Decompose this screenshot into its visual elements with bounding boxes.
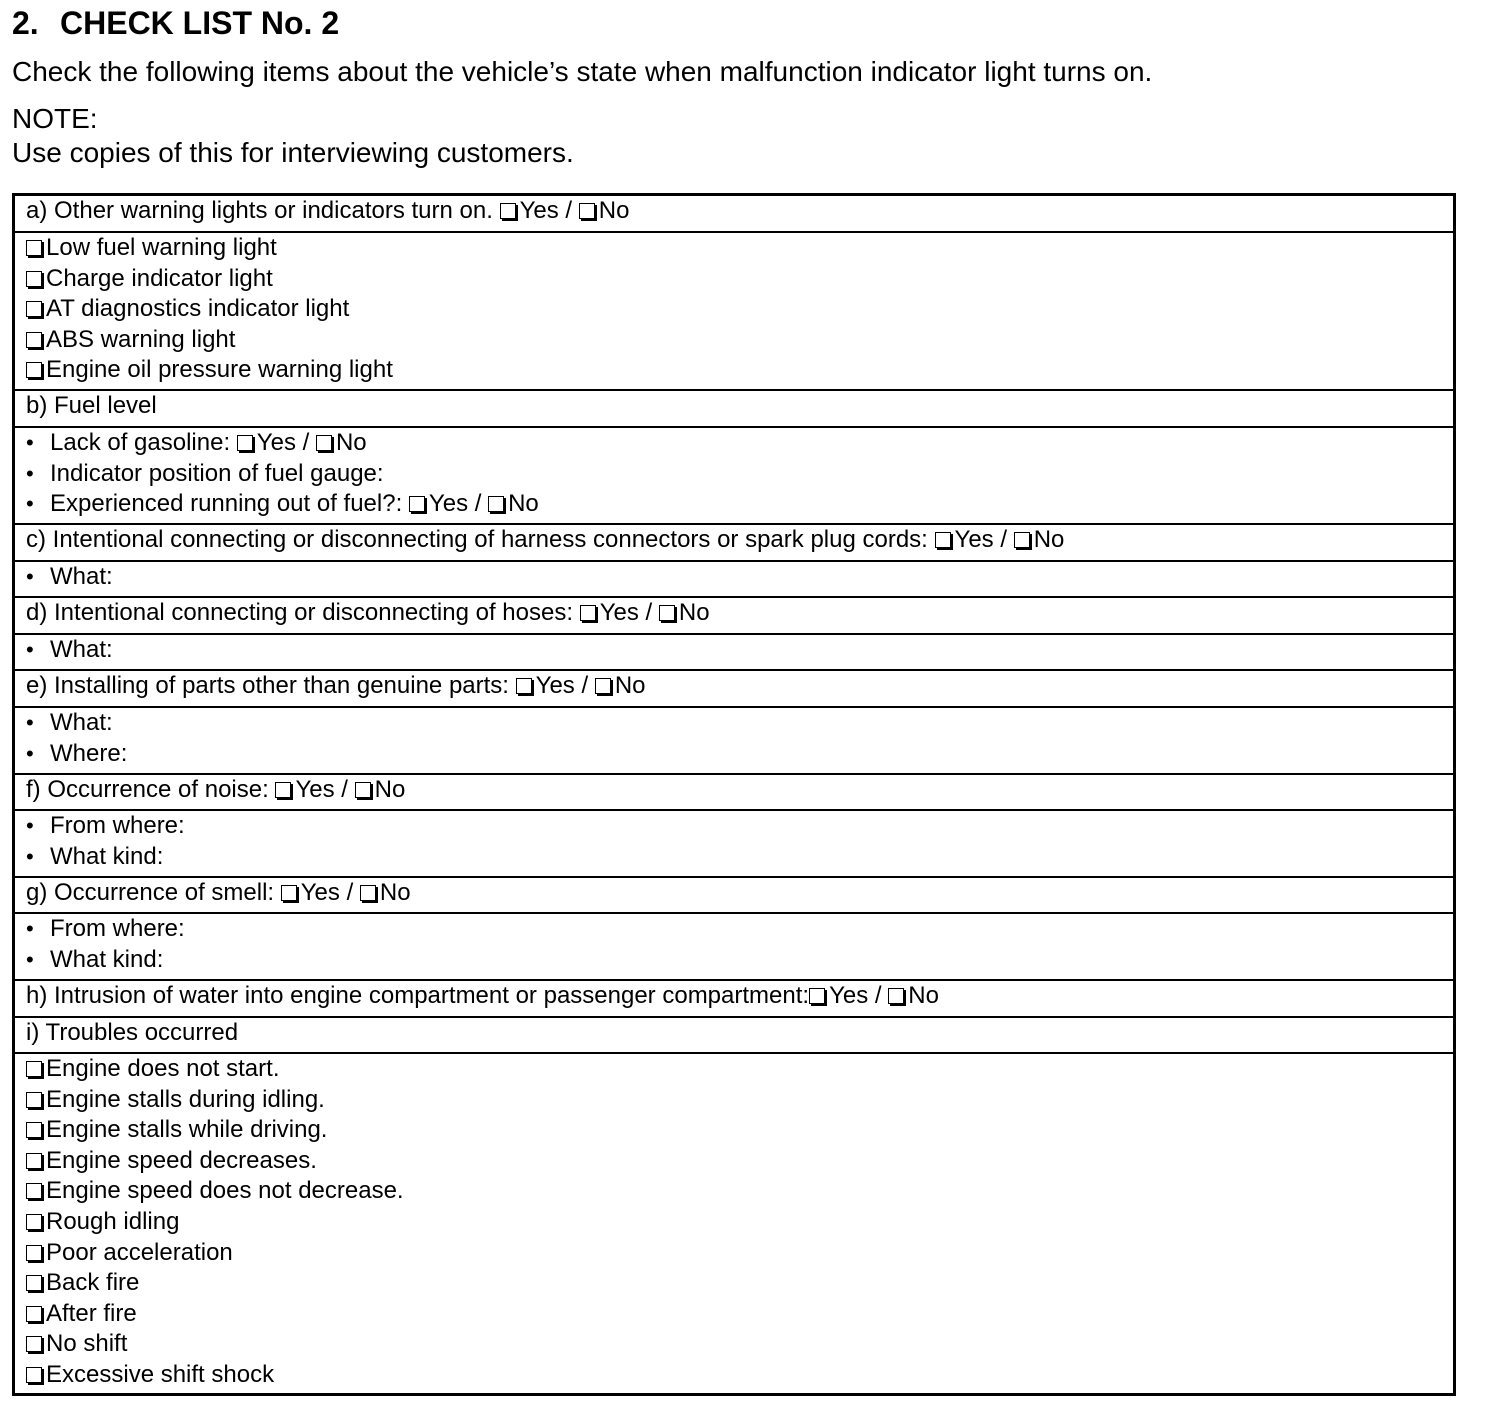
checkbox-low-fuel[interactable]: [26, 240, 42, 256]
list-item: [26, 294, 1453, 325]
yes-label: Yes: [300, 879, 340, 906]
no-label: No: [1033, 526, 1065, 553]
separator: /: [868, 982, 889, 1009]
checkbox-trouble[interactable]: [26, 1306, 42, 1322]
item-label: Lack of gasoline:: [50, 429, 231, 456]
checkbox-g-yes[interactable]: [281, 885, 297, 901]
row-g-items: [15, 914, 1453, 981]
row-h-header: [15, 981, 1453, 1018]
list-item: [26, 325, 1453, 356]
no-label: No: [598, 197, 630, 224]
item-label: Charge indicator light: [46, 264, 273, 292]
bullet: •: [26, 460, 34, 486]
list-item: [26, 1054, 1453, 1085]
checkbox-f-no[interactable]: [355, 782, 371, 798]
bullet: •: [26, 946, 34, 972]
bullet: •: [26, 843, 34, 869]
checkbox-at-diag[interactable]: [26, 301, 42, 317]
item-label: AT diagnostics indicator light: [46, 295, 350, 323]
page-title: [12, 4, 339, 42]
item-label: Engine stalls during idling.: [46, 1085, 325, 1113]
no-label: No: [508, 490, 539, 518]
item-label: ABS warning light: [46, 325, 236, 353]
item-label: Indicator position of fuel gauge:: [50, 459, 384, 487]
item-label: What:: [50, 563, 113, 590]
list-item: [26, 1360, 1453, 1391]
checkbox-charge[interactable]: [26, 271, 42, 287]
separator: /: [334, 776, 355, 803]
checkbox-trouble[interactable]: [26, 1275, 42, 1291]
item-label: Excessive shift shock: [46, 1360, 275, 1388]
bullet: •: [26, 637, 34, 662]
checkbox-trouble[interactable]: [26, 1367, 42, 1383]
item-label: From where:: [50, 812, 185, 839]
bullet: •: [26, 430, 34, 455]
row-c-label: c) Intentional connecting or disconnecting of harness connectors or spark plug cords:: [26, 526, 928, 553]
list-item: [26, 1146, 1453, 1177]
yes-label: Yes: [954, 526, 994, 553]
checkbox-h-no[interactable]: [888, 988, 904, 1004]
yes-label: Yes: [295, 776, 335, 803]
list-item: [26, 428, 1453, 459]
row-a-label: a) Other warning lights or indicators turn on.: [26, 197, 493, 224]
section-number: 2.: [12, 5, 39, 41]
checkbox-c-yes[interactable]: [935, 532, 951, 548]
item-label: What:: [50, 709, 113, 736]
item-label: Poor acceleration: [46, 1238, 233, 1266]
list-item: [26, 459, 1453, 490]
row-d-header: [15, 598, 1453, 635]
row-d-label: d) Intentional connecting or disconnecting of hoses:: [26, 599, 574, 626]
checkbox-runout-yes[interactable]: [409, 496, 425, 512]
list-item: [26, 811, 1453, 842]
row-b-header: [15, 391, 1453, 428]
checkbox-d-no[interactable]: [659, 605, 675, 621]
checkbox-trouble[interactable]: [26, 1153, 42, 1169]
checkbox-lack-no[interactable]: [316, 435, 332, 451]
checkbox-lack-yes[interactable]: [237, 435, 253, 451]
list-item: [26, 233, 1453, 264]
separator: /: [993, 526, 1014, 553]
checkbox-d-yes[interactable]: [580, 605, 596, 621]
list-item: [26, 1085, 1453, 1116]
row-i-label: i) Troubles occurred: [26, 1019, 239, 1046]
item-label: Back fire: [46, 1269, 140, 1297]
row-e-label: e) Installing of parts other than genuine parts:: [26, 672, 509, 699]
row-a-items: [15, 233, 1453, 391]
list-item: [26, 1238, 1453, 1269]
checkbox-abs[interactable]: [26, 332, 42, 348]
list-item: [26, 842, 1453, 873]
separator: /: [295, 429, 316, 456]
no-label: No: [678, 599, 710, 626]
separator: /: [468, 490, 489, 518]
checkbox-trouble[interactable]: [26, 1336, 42, 1352]
separator: /: [638, 599, 659, 626]
checkbox-trouble[interactable]: [26, 1183, 42, 1199]
list-item: [26, 1207, 1453, 1238]
row-i-items: [15, 1054, 1453, 1393]
row-g-label: g) Occurrence of smell:: [26, 879, 275, 906]
list-item: [26, 355, 1453, 386]
row-e-header: [15, 671, 1453, 708]
row-i-header: [15, 1018, 1453, 1054]
item-label: What:: [50, 636, 113, 663]
row-f-label: f) Occurrence of noise:: [26, 776, 269, 803]
bullet: •: [26, 740, 34, 766]
item-label: No shift: [46, 1330, 128, 1358]
checkbox-e-yes[interactable]: [516, 678, 532, 694]
checkbox-trouble[interactable]: [26, 1122, 42, 1138]
row-e-items: [15, 708, 1453, 775]
item-label: Low fuel warning light: [46, 234, 277, 261]
no-label: No: [908, 982, 939, 1009]
item-label: Engine does not start.: [46, 1055, 280, 1082]
list-item: [26, 489, 1453, 520]
list-item: [26, 914, 1453, 945]
checkbox-h-yes[interactable]: [809, 988, 825, 1004]
row-c-header: [15, 525, 1453, 562]
yes-label: Yes: [535, 672, 575, 699]
yes-label: Yes: [599, 599, 639, 626]
item-label: Engine oil pressure warning light: [46, 356, 393, 384]
row-d-items: [15, 635, 1453, 671]
list-item: [26, 264, 1453, 295]
separator: /: [339, 879, 360, 906]
checkbox-a-yes[interactable]: [500, 203, 516, 219]
checkbox-oil-pressure[interactable]: [26, 362, 42, 378]
note-text: Use copies of this for interviewing customers.: [12, 137, 574, 168]
list-item: [26, 945, 1453, 976]
checkbox-runout-no[interactable]: [488, 496, 504, 512]
yes-label: Yes: [519, 197, 559, 224]
section-title: CHECK LIST No. 2: [60, 5, 340, 41]
row-f-header: [15, 775, 1453, 811]
row-b-items: [15, 428, 1453, 525]
row-g-header: [15, 878, 1453, 914]
checkbox-g-no[interactable]: [360, 885, 376, 901]
row-f-items: [15, 811, 1453, 878]
list-item: [26, 708, 1453, 739]
note-label: NOTE:: [12, 103, 98, 134]
row-c-items: [15, 562, 1453, 598]
item-label: Where:: [50, 739, 128, 767]
item-label: Engine stalls while driving.: [46, 1116, 328, 1144]
bullet: •: [26, 491, 34, 517]
checkbox-trouble[interactable]: [26, 1061, 42, 1077]
checkbox-trouble[interactable]: [26, 1245, 42, 1261]
list-item: [26, 1115, 1453, 1146]
item-label: Experienced running out of fuel?:: [50, 490, 403, 518]
list-item: [26, 739, 1453, 770]
no-label: No: [379, 879, 411, 906]
row-h-label: h) Intrusion of water into engine compartment or passenger compartment:: [26, 982, 810, 1009]
item-label: What kind:: [50, 842, 164, 870]
item-label: Engine speed decreases.: [46, 1146, 317, 1174]
no-label: No: [614, 672, 646, 699]
bullet: •: [26, 564, 34, 589]
yes-label: Yes: [829, 982, 869, 1009]
no-label: No: [374, 776, 406, 803]
list-item: [26, 1268, 1453, 1299]
item-label: Rough idling: [46, 1207, 180, 1235]
checkbox-f-yes[interactable]: [275, 782, 291, 798]
item-label: After fire: [46, 1299, 137, 1327]
intro-text: Check the following items about the vehicle’s state when malfunction indicator light turns on.: [12, 56, 1153, 87]
checkbox-c-no[interactable]: [1014, 532, 1030, 548]
yes-label: Yes: [256, 429, 296, 456]
checkbox-e-no[interactable]: [595, 678, 611, 694]
bullet: •: [26, 916, 34, 941]
yes-label: Yes: [428, 490, 469, 518]
checkbox-a-no[interactable]: [579, 203, 595, 219]
row-b-label: b) Fuel level: [26, 392, 157, 419]
row-a-header: [15, 196, 1453, 233]
bullet: •: [26, 813, 34, 838]
list-item: [26, 1299, 1453, 1330]
item-label: From where:: [50, 915, 185, 942]
list-item: [26, 1329, 1453, 1360]
bullet: •: [26, 710, 34, 735]
list-item: [26, 635, 1453, 666]
no-label: No: [335, 429, 367, 456]
checklist-table: [12, 193, 1456, 1396]
separator: /: [574, 672, 595, 699]
checkbox-trouble[interactable]: [26, 1214, 42, 1230]
list-item: [26, 1176, 1453, 1207]
checkbox-trouble[interactable]: [26, 1092, 42, 1108]
list-item: [26, 562, 1453, 593]
item-label: What kind:: [50, 945, 164, 973]
separator: /: [558, 197, 579, 224]
item-label: Engine speed does not decrease.: [46, 1177, 404, 1205]
